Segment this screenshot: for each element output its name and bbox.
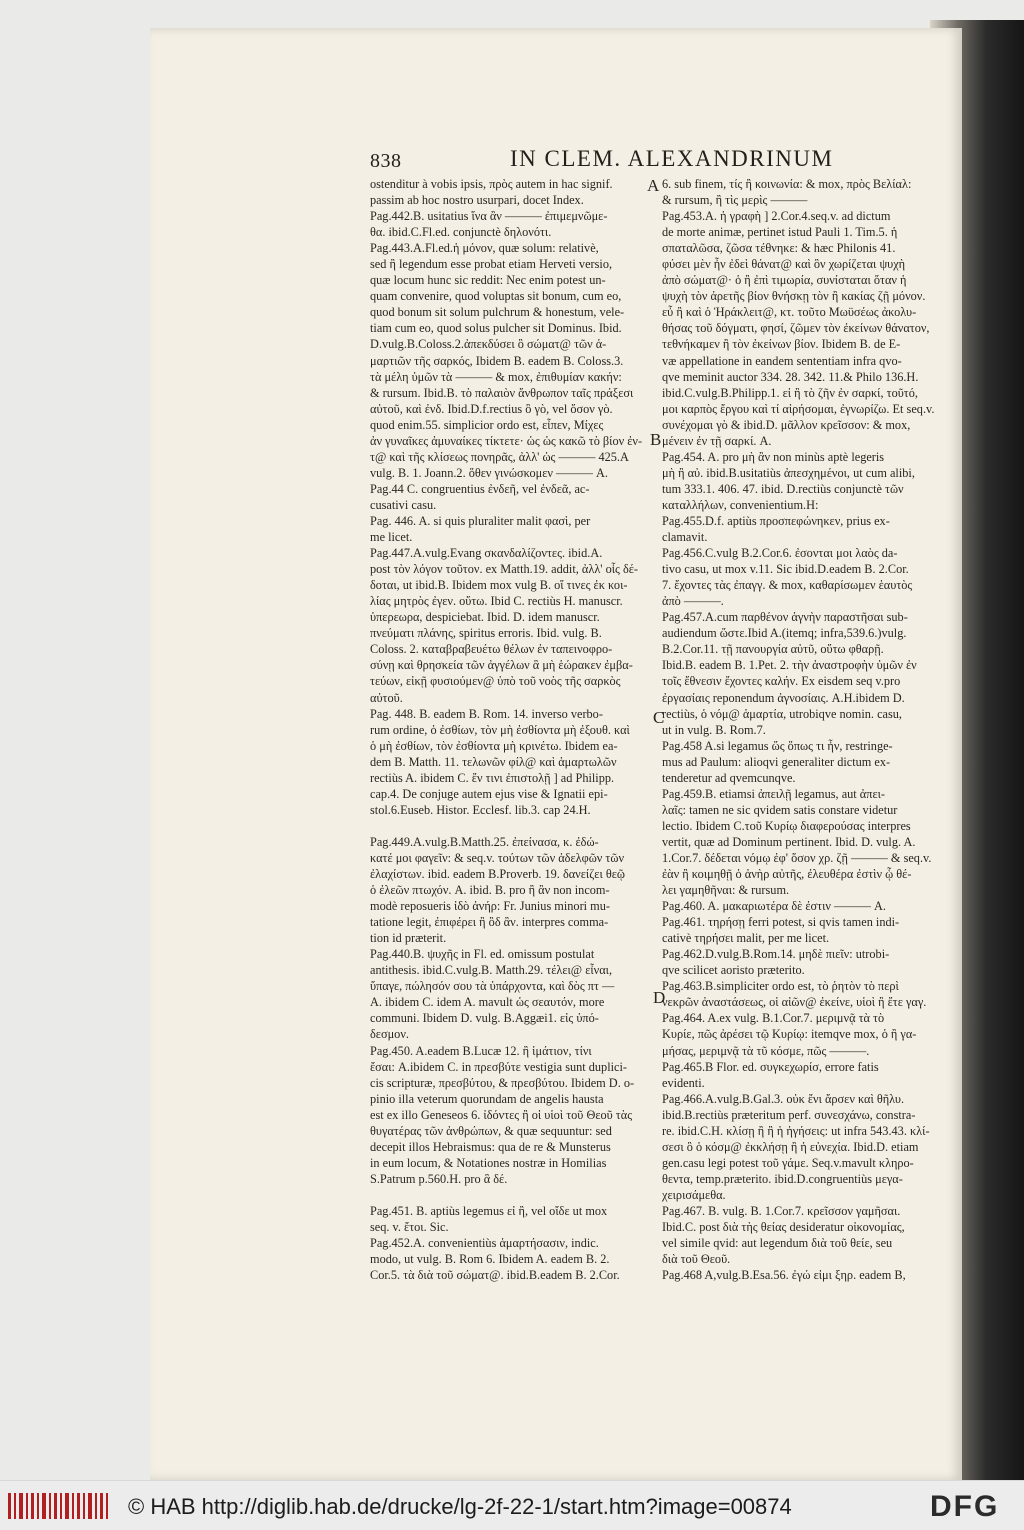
- text-line: 7. ἔχοντες τὰς ἐπαγγ. & mox, καθαρίσωμεν ἑαυτὸς: [662, 578, 913, 593]
- text-line: σύνῃ καὶ θρησκεία τῶν ἀγγέλων ἃ μὴ ἑώρακεν ἐμβα-: [370, 658, 633, 673]
- text-line: Pag.455.D.f. aptiùs προσπεφώνηκεν, prius ex-: [662, 513, 890, 528]
- text-line: χειρισάμεθα.: [662, 1187, 726, 1202]
- text-line: θυγατέρας τῶν ἀνθρώπων, & quæ sequuntur: sed: [370, 1123, 612, 1138]
- text-line: εὖ ἢ καὶ ὁ Ἡράκλειτ@, κτ. τοῦτο Μωϋσέως ἀκολυ-: [662, 305, 917, 320]
- text-line: Cor.5. τὰ διὰ τοῦ σώματ@. ibid.B.eadem B. 2.Cor.: [370, 1268, 620, 1283]
- text-line: evidenti.: [662, 1075, 705, 1090]
- text-line: μήσας, μεριμνᾷ τὰ τῦ κόσμε, πῶς ———.: [662, 1043, 870, 1058]
- text-line: ἀν γυναῖκες ἀμυναίκες τίκτετε· ὡς ὡς κακῶ τὸ βίον ἐν-: [370, 433, 643, 448]
- text-line: τ@ καὶ τῆς κλίσεως πονηρᾶς, ἀλλ' ὡς ——— 425.A: [370, 449, 629, 464]
- text-line: cis scripturæ, πρεσβύτου, & πρεσβύτου. Ibidem D. o-: [370, 1075, 635, 1090]
- text-line: B.2.Cor.11. τῇ πανουργία αὐτῦ, οὕτω φθαρῇ.: [662, 642, 884, 657]
- text-line: Pag.460. A. μακαριωτέρα δὲ ἐστιν ——— A.: [662, 899, 886, 914]
- text-line: & rursum, ἢ τὶς μερὶς ———: [662, 193, 808, 208]
- text-line: ὁ ἐλεῶν πτωχόν. A. ibid. B. pro ἢ ἂν non incom-: [370, 883, 610, 898]
- text-line: συνέχομαι γὸ & ibid.D. μᾶλλον κρεῖσσον: & mox,: [662, 417, 911, 432]
- text-line: vel simile qvid: aut legendum διὰ τοῦ θείε, seu: [662, 1236, 893, 1251]
- text-line: lectio. Ibidem C.τοῦ Κυρίῳ διαφερούσας interpres: [662, 818, 911, 833]
- margin-letter-c: C: [653, 708, 665, 727]
- text-line: ἐὰν ἢ κοιμηθῇ ὁ ἀνὴρ αὐτῆς, ἐλευθέρα ἐστὶν ᾧ θέ-: [662, 867, 912, 882]
- text-line: de morte animæ, pertinet istud Pauli 1. Tim.5. ἡ: [662, 225, 898, 240]
- text-line: quæ locum hunc sic reddit: Nec enim potest un-: [370, 273, 606, 288]
- text-line: ἐλαχίστων. ibid. eadem B.Proverb. 19. δανείζει θεῷ: [370, 867, 626, 882]
- text-line: tivo casu, ut mox v.11. Sic ibid.D.eadem B. 2.Cor.: [662, 562, 909, 577]
- text-line: αὐτοῦ.: [370, 690, 403, 705]
- page-number: 838: [370, 150, 402, 172]
- text-line: audiendum ὥστε.Ibid A.(itemq; infra,539.6.)vulg.: [662, 626, 907, 641]
- text-line: ἀπὸ σώματ@· ὁ ἢ ἐπὶ τιμωρία, συνίσταται ὅταν ἡ: [662, 273, 907, 288]
- text-line: cusativi casu.: [370, 497, 437, 512]
- text-line: ψυχὴ τὸν ἀρετῆς βίον θνήσκῃ τὸν ἢ κακίας ζῇ μόνον.: [662, 289, 926, 304]
- text-line: modè reposueris ἰδὸ ἀνήρ: Fr. Junius minori mu-: [370, 899, 610, 914]
- text-line: μὴ ἢ αὐ. ibid.B.usitatiùs ἀπεσχημένοι, ut cum alibi,: [662, 465, 915, 480]
- text-line: λίας μητρὸς ἐγεν. οὕτω. Ibid C. rectiùs H. manuscr.: [370, 594, 623, 609]
- text-line: quam convenire, quod voluptas sit bonum, cum eo,: [370, 289, 622, 304]
- text-line: tiam cum eo, quod solus pulcher sit Dominus. Ibid.: [370, 321, 622, 336]
- text-line: Pag.454. A. pro μὴ ἂν non minùs aptè legeris: [662, 449, 885, 464]
- text-line: passim ab hoc nostro usurpari, docet Index.: [370, 193, 584, 208]
- text-line: qve meminit auctor 334. 28. 342. 11.& Philo 136.H.: [662, 369, 919, 384]
- text-line: Pag.451. B. aptiùs legemus εἰ ἢ, vel οἴδε ut mox: [370, 1204, 608, 1218]
- text-line: Pag.453.A. ἡ γραφὴ ] 2.Cor.4.seq.v. ad dictum: [662, 209, 891, 224]
- text-line: Coloss. 2. καταβραβευέτω θέλων ἐν ταπεινοφρο-: [370, 642, 613, 657]
- text-line: stol.6.Euseb. Histor. Ecclesf. lib.3. cap 24.H.: [370, 802, 591, 817]
- text-line: μένειν ἐν τῇ σαρκί. A.: [662, 433, 772, 448]
- text-line: Pag.44 C. congruentius ἐνδεῆ, vel ἐνδεᾶ, ac-: [370, 481, 590, 496]
- text-line: νεκρῶν ἀναστάσεως, οἱ αἰῶν@ ἐκείνε, υἱοὶ ἢ ἔτε γαγ.: [662, 995, 927, 1010]
- text-line: seq. v. ἔτοι. Sic.: [370, 1220, 449, 1235]
- text-line: S.Patrum p.560.H. pro ἃ δέ.: [370, 1171, 508, 1186]
- text-line: me licet.: [370, 530, 413, 545]
- text-line: A. ibidem C. idem A. mavult ὡς σεαυτόν, more: [370, 995, 605, 1010]
- text-line: clamavit.: [662, 530, 708, 545]
- text-line: σεσι ὃ ὁ κόσμ@ ἐκκλήσῃ ἢ ἡ εὐνεχία. Ibid.D. etiam: [662, 1139, 919, 1154]
- text-line: tatione legit, ἐπιφέρει ἢ ὃδ ἂν. interpres comma-: [370, 915, 609, 930]
- text-line: rum ordine, ὁ ἐσθίων, τὸν μὴ ἐσθίοντα μὴ ἐξουθ. καὶ: [370, 722, 630, 737]
- text-line: θήσας τοῦ δόγματι, φησί, ζῶμεν τὸν ἐκείνων θάνατον,: [662, 321, 930, 336]
- text-line: ὕπαγε, πώλησόν σου τὰ ὑπάρχοντα, καὶ δὸς πτ —: [370, 979, 615, 994]
- text-line: Pag.443.A.Fl.ed.ἡ μόνον, quæ solum: relativè,: [370, 241, 599, 256]
- text-line: τεύων, εἰκῇ φυσιούμεν@ ὑπὸ τοῦ νοὸς τῆς σαρκὸς: [370, 674, 621, 689]
- text-line: Pag. 446. A. si quis pluraliter malit φασὶ, per: [370, 513, 591, 528]
- text-line: in eum locum, & Notationes nostræ in Homilias: [370, 1155, 607, 1170]
- text-line: modo, ut vulg. B. Rom 6. Ibidem A. eadem B. 2.: [370, 1252, 610, 1267]
- text-line: quod bonum sit solum pulchrum & honestum, vele-: [370, 305, 625, 320]
- text-line: [370, 1187, 645, 1203]
- footer-bar: [0, 1480, 1024, 1530]
- text-line: pinio illa veterum quorundam de angelis hausta: [370, 1091, 604, 1106]
- text-line: θα. ibid.C.Fl.ed. conjunctè δηλονότι.: [370, 225, 552, 240]
- text-line: Pag.442.B. usitatius ἵνα ἂν ——— ἐπιμεμνῶμε-: [370, 209, 608, 224]
- text-line: Pag.467. B. vulg. B. 1.Cor.7. κρεῖσσον γαμῆσαι.: [662, 1204, 901, 1218]
- text-line: re. ibid.C.H. κλίσῃ ἢ ἢ ἡ ἡγήσεις: ut infra 543.43. κλί-: [662, 1123, 930, 1138]
- text-line: διὰ τοῦ Θεοῦ.: [662, 1252, 731, 1267]
- citation-url[interactable]: © HAB http://diglib.hab.de/drucke/lg-2f-22-1/start.htm?image=00874: [128, 1494, 792, 1519]
- text-line: Pag.449.A.vulg.B.Matth.25. ἐπείνασα, κ. ἐδώ-: [370, 834, 599, 849]
- text-line: vulg. B. 1. Joann.2. ὅθεν γινώσκομεν ——— A.: [370, 465, 608, 480]
- text-line: Pag.458 A.si legamus ὥς ὅπως τι ἦν, restringe-: [662, 738, 893, 753]
- hab-logo-icon: [6, 1491, 110, 1521]
- text-line: dem B. Matth. 11. τελωνῶν φίλ@ καὶ ἁμαρτωλῶν: [370, 754, 617, 769]
- margin-letter-a: A: [647, 176, 660, 195]
- text-line: λαῖς: tamen ne sic qvidem satis constare videtur: [662, 802, 898, 817]
- text-line: Ibid.B. eadem B. 1.Pet. 2. τὴν ἀναστροφὴν ὑμῶν ἐν: [662, 658, 917, 673]
- text-line: Pag.468 A,vulg.B.Esa.56. ἐγώ εἰμι ξηρ. eadem B,: [662, 1268, 906, 1283]
- text-line: qve scilicet aoristo præterito.: [662, 963, 805, 978]
- text-line: Pag. 448. B. eadem B. Rom. 14. inverso verbo-: [370, 706, 603, 721]
- text-line: tum 333.1. 406. 47. ibid. D.rectiùs conjunctè τῶν: [662, 481, 904, 496]
- text-line: ἔσαι: A.ibidem C. in πρεσβύτε vestigia sunt duplici-: [370, 1059, 628, 1074]
- text-line: κατέ μοι φαγεῖν: & seq.v. τούτων τῶν ἀδελφῶν τῶν: [370, 850, 625, 865]
- text-line: Pag.452.A. convenientiùs ἁμαρτήσασιν, indic.: [370, 1236, 599, 1251]
- text-line: τοῖς ἔθνεσιν ἔχοντες καλήν. Ex eisdem seq v.pro: [662, 674, 901, 689]
- right-text-column: [662, 176, 942, 1283]
- text-line: mus ad Paulum: alioqvi generaliter dictum ex-: [662, 754, 891, 769]
- text-line: væ appellatione in eandem sententiam infra qvo-: [662, 353, 902, 368]
- text-line: 1.Cor.7. δέδεται νόμῳ ἐφ' ὅσον χρ. ζῇ ——— & seq.v.: [662, 850, 932, 865]
- text-line: 6. sub finem, τίς ἢ κοινωνία: & mox, πρὸς Βελίαλ:: [662, 177, 912, 191]
- running-head: [0, 0, 1024, 170]
- text-line: φύσει μὲν ἦν ἐδεὶ θάνατ@ καὶ ὃν χωρίζεται ψυχὴ: [662, 257, 906, 272]
- text-line: quod enim.55. simplicior ordo est, εἶπεν, Μίχες: [370, 417, 604, 432]
- text-line: Pag.463.B.simpliciter ordo est, τὸ ῥητὸν τὸ περὶ: [662, 979, 899, 994]
- text-line: μαρτιῶν τῆς σαρκός, Ibidem B. eadem B. Coloss.3.: [370, 353, 624, 368]
- text-line: ἐργασίαις reponendum ἀγνοσίαις. A.H.ibidem D.: [662, 690, 905, 705]
- text-line: Pag.456.C.vulg B.2.Cor.6. ἐσονται μοι λαὸς da-: [662, 546, 898, 561]
- text-line: Pag.459.B. etiamsi ἀπειλῇ legamus, aut ἀπει-: [662, 786, 886, 801]
- text-line: ἀπὸ ———.: [662, 594, 724, 609]
- text-line: gen.casu legi potest τοῦ γάμε. Seq.v.mavult κληρο-: [662, 1155, 914, 1170]
- margin-letter-b: B: [650, 430, 662, 449]
- text-line: rectiùs A. ibidem C. ἔν τινι ἐπιστολῇ ] ad Philipp.: [370, 770, 615, 785]
- text-line: ut in vulg. B. Rom.7.: [662, 722, 766, 737]
- text-line: Pag.462.D.vulg.B.Rom.14. μηδὲ πιεῖν: utrobi-: [662, 947, 890, 962]
- running-title: IN CLEM. ALEXANDRINUM: [510, 146, 834, 171]
- text-line: cap.4. De conjuge autem ejus vise & Ignatii epi-: [370, 786, 608, 801]
- text-line: Κυρίε, πῶς ἀρέσει τῷ Κυρίῳ: itemqve mox, ὁ ἢ γα-: [662, 1027, 917, 1042]
- text-line: δοται, ut ibid.B. Ibidem mox vulg B. οἵ τινες ἐκ κοι-: [370, 578, 628, 593]
- text-line: Pag.465.B Flor. ed. συγκεχωρίσ, errore fatis: [662, 1059, 879, 1074]
- margin-letter-d: D: [653, 988, 666, 1007]
- text-line: ostenditur à vobis ipsis, πρὸς autem in hac signif.: [370, 177, 613, 191]
- text-line: πνεύματι πλάνης, spiritus erroris. Ibid. vulg. B.: [370, 626, 602, 641]
- text-line: post τὸν λόγον τοῦτον. ex Matth.19. addit, ἀλλ' οἷς δέ-: [370, 562, 639, 577]
- text-line: ibid.C.vulg.B.Philipp.1. εἰ ἢ τὸ ζῆν ἐν σαρκί, τοῦτό,: [662, 385, 918, 400]
- text-line: θεντα, temp.præterito. ibid.D.congruentiùs μεγα-: [662, 1171, 903, 1186]
- text-line: est ex illo Geneseos 6. ἰδόντες ἢ οἱ υἱοὶ τοῦ Θεοῦ τὰς: [370, 1107, 633, 1122]
- text-line: λει γαμηθῆναι: & rursum.: [662, 883, 790, 898]
- text-line: D.vulg.B.Coloss.2.ἀπεκδύσει ὃ σώματ@ τῶν ἁ-: [370, 337, 607, 352]
- text-line: & rursum. Ibid.B. τὸ παλαιὸν ἄνθρωπον ταῖς πράξεσι: [370, 385, 634, 400]
- text-line: Pag.461. τηρήσῃ ferri potest, si qvis tamen indi-: [662, 915, 900, 930]
- text-line: Pag.447.A.vulg.Evang σκανδαλίζοντες. ibid.A.: [370, 546, 603, 561]
- text-line: Ibid.C. post διὰ τὴς θείας desideratur οἰκονομίας,: [662, 1220, 905, 1235]
- text-line: σπαταλῶσα, ζῶσα τέθνηκε: & hæc Philonis 41.: [662, 241, 896, 256]
- text-line: δεσμον.: [370, 1027, 409, 1042]
- text-line: cativè τηρήσει malit, per me licet.: [662, 931, 830, 946]
- text-line: Pag.466.A.vulg.B.Gal.3. οὐκ ἔνι ἄρσεν καὶ θῆλυ.: [662, 1091, 905, 1106]
- text-line: μοι καρπὸς ἔργου καὶ τί αἱρήσομαι, ἐγνωρίζω. Et seq.v.: [662, 401, 935, 416]
- text-line: ὑπερεωρα, despiciebat. Ibid. D. idem manuscr.: [370, 610, 600, 625]
- text-line: sed ἢ legendum esse probat etiam Herveti versio,: [370, 257, 613, 272]
- text-line: rectiùs, ὁ νόμ@ ἁμαρτία, utrobiqve nomin. casu,: [662, 706, 903, 721]
- text-line: Pag.440.B. ψυχῆς in Fl. ed. omissum postulat: [370, 947, 595, 962]
- text-line: Pag.450. A.eadem B.Lucæ 12. ἢ ἱμάτιον, τίνι: [370, 1043, 592, 1058]
- text-line: decepit illos Hebraismus: qua de re & Munsterus: [370, 1139, 611, 1154]
- text-line: ὁ μὴ ἐσθίων, τὸν ἐσθίοντα μὴ κρινέτω. Ibidem ea-: [370, 738, 618, 753]
- text-line: Pag.457.A.cum παρθένον ἁγνὴν παραστῆσαι sub-: [662, 610, 908, 625]
- text-line: communi. Ibidem D. vulg. B.Aggæi1. εἰς ὑπό-: [370, 1011, 599, 1026]
- text-line: antithesis. ibid.C.vulg.B. Matth.29. τέλει@ εἶναι,: [370, 963, 613, 978]
- text-line: ibid.B.rectiùs præteritum perf. συνεσχάνω, constra-: [662, 1107, 916, 1122]
- text-line: Pag.464. A.ex vulg. B.1.Cor.7. μεριμνᾷ τὰ τὸ: [662, 1011, 885, 1026]
- text-line: τὰ μέλη ὑμῶν τὰ ——— & mox, ἐπιθυμίαν κακήν:: [370, 369, 622, 384]
- text-line: καταλλήλων, convenientium.H:: [662, 497, 819, 512]
- text-line: [370, 818, 645, 834]
- text-line: tenderetur ad qvemcunqve.: [662, 770, 796, 785]
- text-line: tion id præterit.: [370, 931, 447, 946]
- text-line: vertit, quæ ad Dominum pertinent. Ibid. D. vulg. A.: [662, 834, 916, 849]
- text-line: αὐτοῦ, καὶ ἐνδ. Ibid.D.f.rectius ὃ γὸ, vel ὅσον γὸ.: [370, 401, 613, 416]
- left-text-column: [370, 176, 645, 1283]
- dfg-logo: DFG: [930, 1490, 1000, 1523]
- text-line: τεθνήκαμεν ἢ τὸν ἐκείνων βίον. Ibidem B. de E-: [662, 337, 901, 352]
